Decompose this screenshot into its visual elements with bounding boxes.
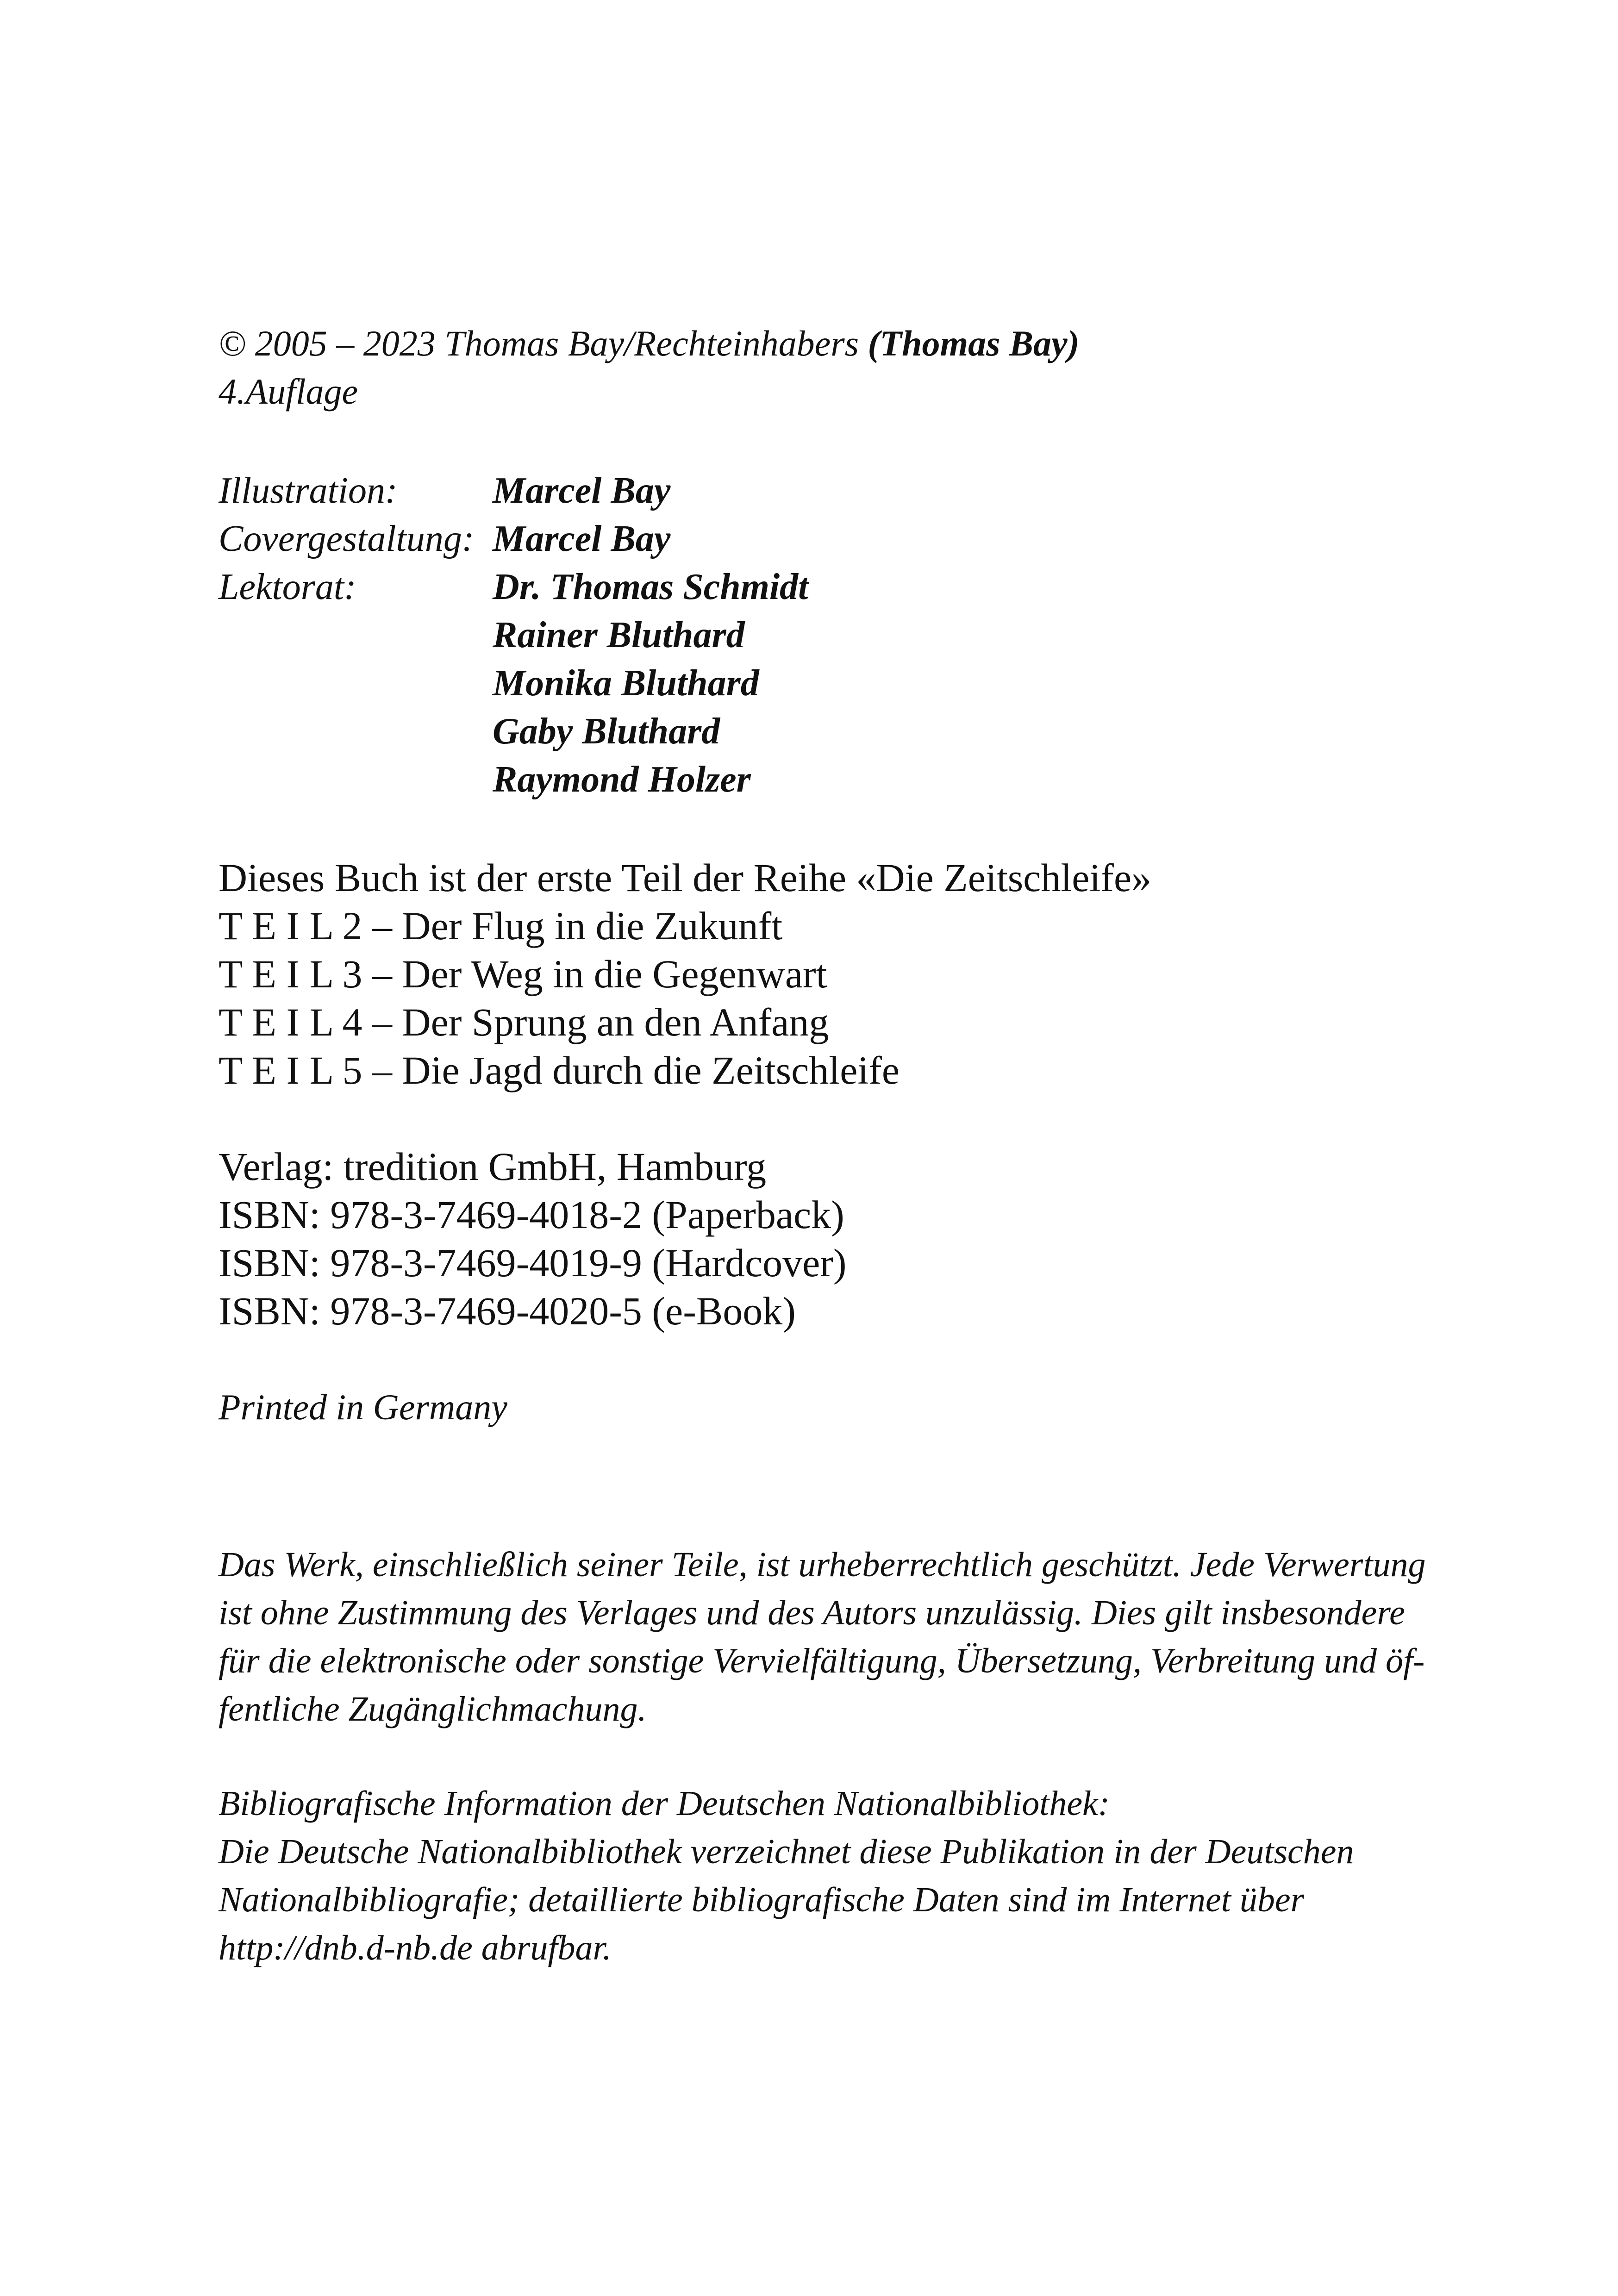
series-part: T E I L 5 – Die Jagd durch die Zeitschleife (219, 1048, 900, 1092)
legal-line: für die elektronische oder sonstige Vervielfältigung, Übersetzung, Verbreitung und öf- (219, 1641, 1425, 1680)
series-part: T E I L 4 – Der Sprung an den Anfang (219, 1000, 829, 1044)
series-part: T E I L 2 – Der Flug in die Zukunft (219, 904, 783, 948)
legal-notice (219, 1541, 1441, 1733)
credit-value: Raymond Holzer (493, 759, 751, 800)
copyright-line (219, 319, 1441, 368)
biblio-line: Die Deutsche Nationalbibliothek verzeichnet diese Publikation in der Deutschen (219, 1832, 1354, 1871)
biblio-link: http://dnb.d-nb.de abrufbar. (219, 1928, 612, 1967)
credit-label (219, 707, 493, 755)
legal-line: Das Werk, einschließlich seiner Teile, ist urheberrechtlich geschützt. Jede Verwertung (219, 1545, 1426, 1584)
series-block (219, 854, 1441, 1094)
bibliographic-info (219, 1779, 1441, 1972)
publisher-name: Verlag: tredition GmbH, Hamburg (219, 1144, 767, 1189)
credit-label: Lektorat: (219, 567, 356, 607)
credit-row-lektorat-4 (219, 707, 1441, 755)
publisher-block (219, 1142, 1441, 1335)
credit-label (219, 659, 493, 707)
credit-value: Monika Bluthard (493, 663, 759, 704)
copyright-block (219, 319, 1441, 416)
legal-line: fentliche Zugänglichmachung. (219, 1690, 647, 1728)
credit-label (219, 755, 493, 804)
credit-row-lektorat-5 (219, 755, 1441, 804)
credit-row-lektorat-2 (219, 611, 1441, 659)
credit-row-lektorat (219, 563, 1441, 611)
credit-label (219, 611, 493, 659)
credit-row-lektorat-3 (219, 659, 1441, 707)
credit-value: Gaby Bluthard (493, 711, 720, 752)
credit-label: Covergestaltung: (219, 518, 475, 559)
credit-row-cover (219, 515, 1441, 563)
credits-block (219, 467, 1441, 804)
edition: 4.Auflage (219, 371, 358, 412)
copyright-notice: © 2005 – 2023 Thomas Bay/Rechteinhabers (219, 323, 868, 363)
legal-line: ist ohne Zustimmung des Verlages und des Autors unzulässig. Dies gilt insbesondere (219, 1593, 1405, 1632)
series-intro: Dieses Buch ist der erste Teil der Reihe «Die Zeitschleife» (219, 855, 1152, 900)
credit-value: Marcel Bay (493, 518, 671, 559)
printed-in: Printed in Germany (219, 1387, 507, 1427)
isbn-paperback: ISBN: 978-3-7469-4018-2 (Paperback) (219, 1192, 844, 1237)
isbn-hardcover: ISBN: 978-3-7469-4019-9 (Hardcover) (219, 1241, 847, 1285)
copyright-holder: (Thomas Bay) (868, 323, 1080, 363)
credit-value: Marcel Bay (493, 470, 671, 511)
imprint-content (219, 319, 1441, 1972)
biblio-heading: Bibliografische Information der Deutschen Nationalbibliothek: (219, 1784, 1110, 1823)
credit-value: Rainer Bluthard (493, 615, 745, 655)
credit-value: Dr. Thomas Schmidt (493, 567, 809, 607)
credit-row-illustration (219, 467, 1441, 515)
credit-label: Illustration: (219, 470, 398, 511)
biblio-line: Nationalbibliografie; detaillierte bibliografische Daten sind im Internet über (219, 1880, 1305, 1919)
series-part: T E I L 3 – Der Weg in die Gegenwart (219, 952, 827, 996)
isbn-ebook: ISBN: 978-3-7469-4020-5 (e-Book) (219, 1289, 796, 1333)
